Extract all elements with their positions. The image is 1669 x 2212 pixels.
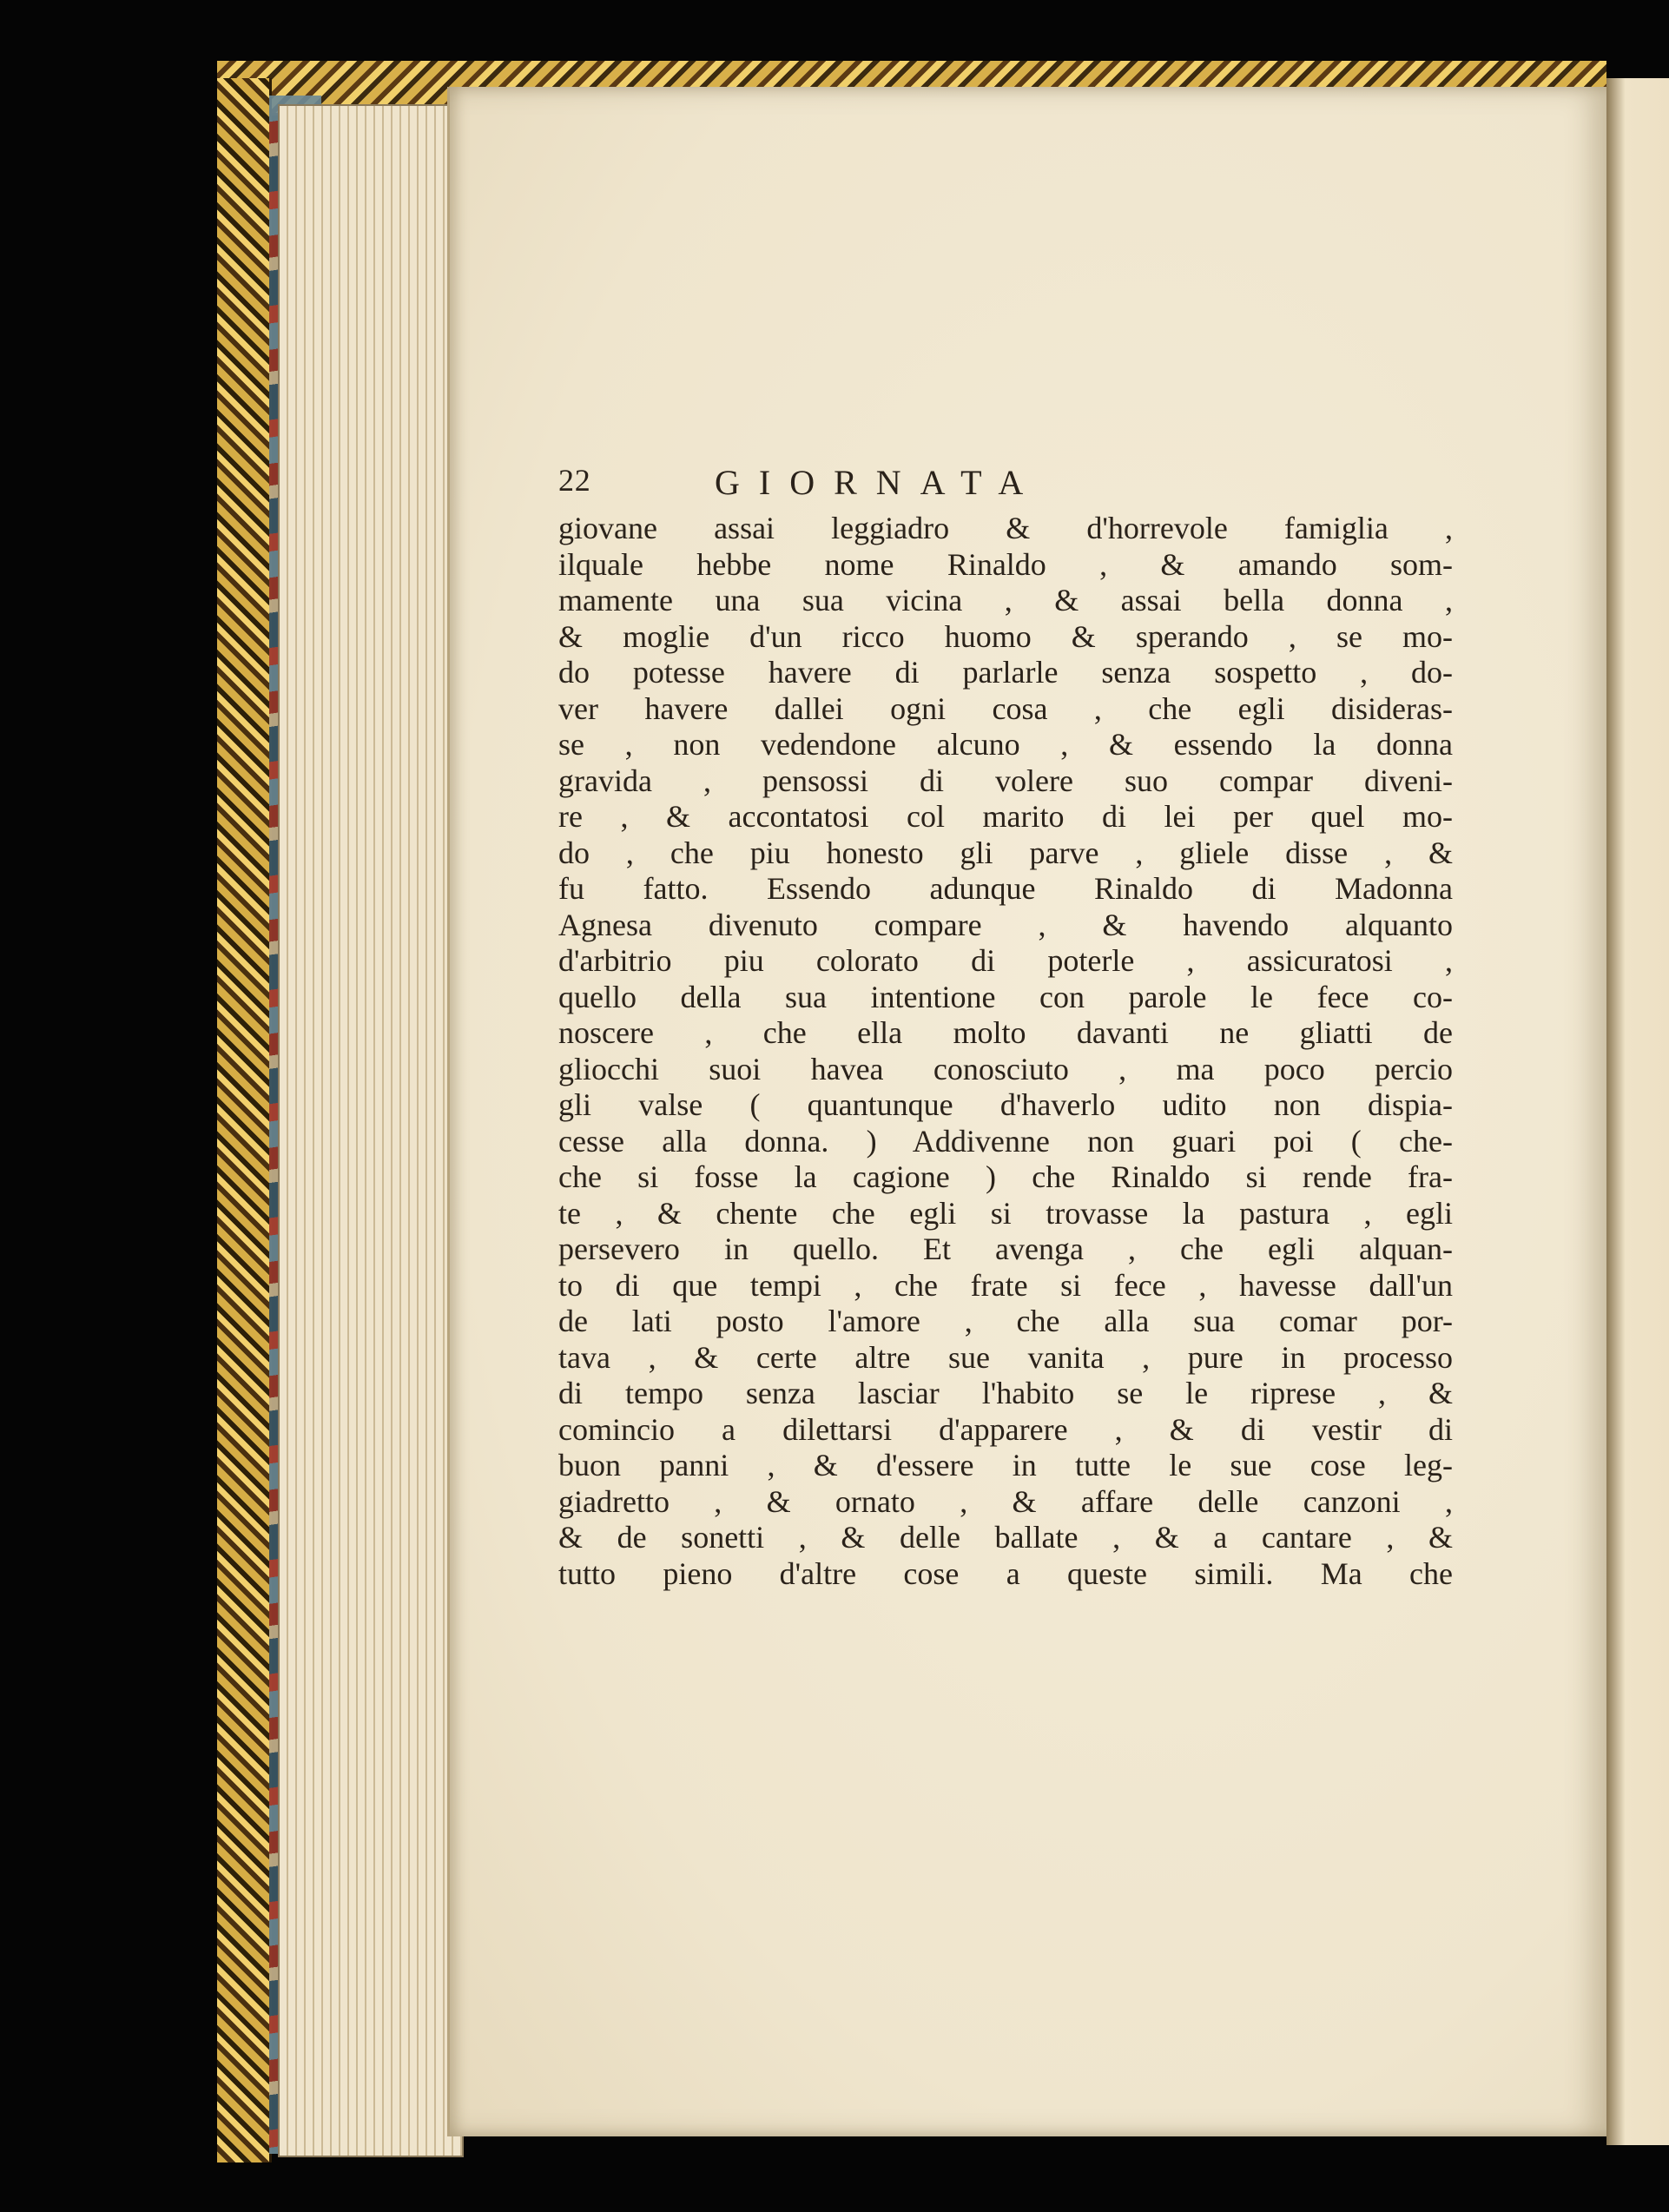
text-line: te , & chente che egli si trovasse la pastura , egli xyxy=(558,1195,1453,1231)
text-line: tutto pieno d'altre cose a queste simili. Ma che xyxy=(558,1555,1453,1591)
running-head xyxy=(558,462,1453,511)
text-line: di tempo senza lasciar l'habito se le riprese , & xyxy=(558,1376,1453,1410)
text-line: mamente una sua vicina , & assai bella donna , xyxy=(558,583,1453,617)
text-line: comincio a dilettarsi d'apparere , & di vestir di xyxy=(558,1411,1453,1447)
text-line: se , non vedendone alcuno , & essendo la donna xyxy=(558,727,1453,762)
text-line: buon panni , & d'essere in tutte le sue cose leg- xyxy=(558,1448,1453,1482)
page-number: 22 xyxy=(558,463,591,498)
text-line: re , & accontatosi col marito di lei per quel mo- xyxy=(558,799,1453,834)
text-line: giadretto , & ornato , & affare delle canzoni , xyxy=(558,1483,1453,1519)
text-line: gli valse ( quantunque d'haverlo udito non dispia- xyxy=(558,1087,1453,1122)
body-text xyxy=(558,511,1453,1592)
text-block xyxy=(558,462,1453,1592)
text-line: ilquale hebbe nome Rinaldo , & amando som- xyxy=(558,546,1453,582)
text-line: gliocchi suoi havea conosciuto , ma poco percio xyxy=(558,1051,1453,1086)
running-head-title: GIORNATA xyxy=(715,463,1043,502)
text-line: che si fosse la cagione ) che Rinaldo si rende fra- xyxy=(558,1159,1453,1194)
text-line: fu fatto. Essendo adunque Rinaldo di Madonna xyxy=(558,871,1453,906)
page-edges xyxy=(278,104,464,2157)
text-line: giovane assai leggiadro & d'horrevole famiglia , xyxy=(558,511,1453,545)
text-line: & moglie d'un ricco huomo & sperando , se mo- xyxy=(558,618,1453,654)
text-line: persevero in quello. Et avenga , che egli alquan- xyxy=(558,1231,1453,1266)
text-line: noscere , che ella molto davanti ne gliatti de xyxy=(558,1015,1453,1050)
text-line: quello della sua intentione con parole le fece co- xyxy=(558,979,1453,1014)
text-line: d'arbitrio piu colorato di poterle , assicuratosi , xyxy=(558,943,1453,978)
text-line: ver havere dallei ogni cosa , che egli disideras- xyxy=(558,690,1453,726)
text-line: & de sonetti , & delle ballate , & a cantare , & xyxy=(558,1520,1453,1555)
text-line: to di que tempi , che frate si fece , havesse dall'un xyxy=(558,1267,1453,1303)
facing-page-edge xyxy=(1606,78,1669,2145)
text-line: tava , & certe altre sue vanita , pure in processo xyxy=(558,1339,1453,1375)
text-line: cesse alla donna. ) Addivenne non guari poi ( che- xyxy=(558,1123,1453,1159)
gilt-edge-left xyxy=(217,78,272,2162)
text-line: Agnesa divenuto compare , & havendo alquanto xyxy=(558,907,1453,942)
text-line: do , che piu honesto gli parve , gliele disse , & xyxy=(558,835,1453,870)
text-line: de lati posto l'amore , che alla sua comar por- xyxy=(558,1304,1453,1338)
text-line: do potesse havere di parlarle senza sospetto , do- xyxy=(558,655,1453,690)
text-line: gravida , pensossi di volere suo compar diveni- xyxy=(558,763,1453,798)
